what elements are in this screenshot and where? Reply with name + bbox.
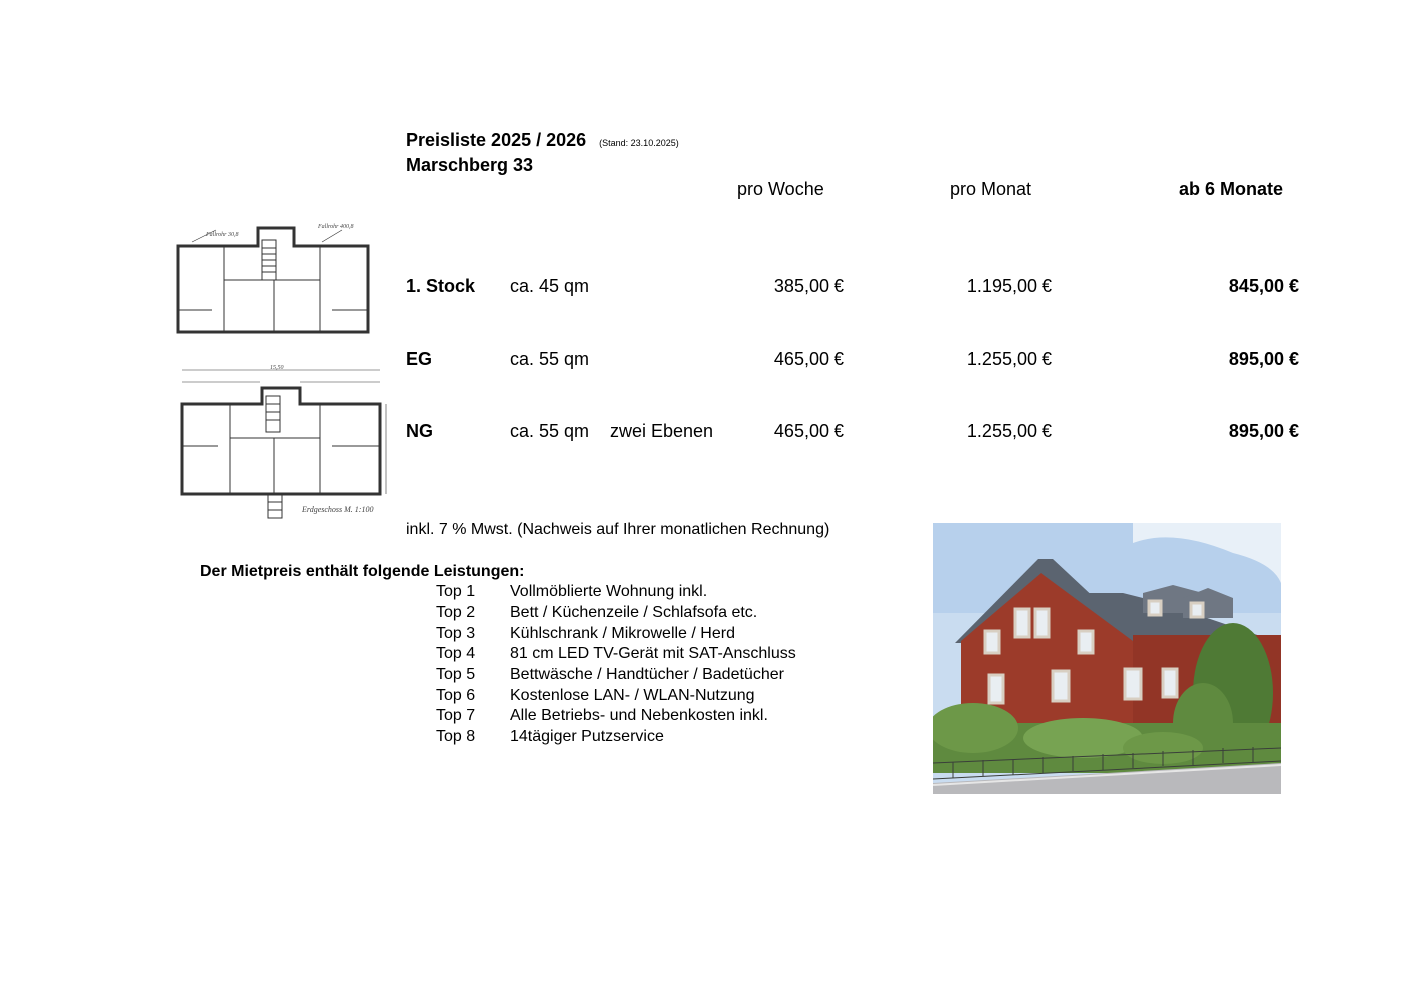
floor-plan-lower [170, 362, 392, 526]
title-text: Preisliste 2025 / 2026 [406, 130, 587, 150]
row-week-price: 465,00 € [773, 421, 844, 441]
plan-label: Fallrohr 400,8 [318, 224, 354, 230]
row-six-month-price: 895,00 € [1228, 349, 1299, 369]
stand-date: (Stand: 23.10.2025) [599, 138, 679, 148]
plan-label: Fallrohr 30,8 [206, 232, 239, 238]
row-month-price: 1.195,00 € [966, 276, 1052, 296]
page-title [406, 130, 679, 151]
row-month-price: 1.255,00 € [966, 421, 1052, 441]
floor-plan-upper [172, 222, 376, 338]
house-photo [933, 523, 1281, 794]
row-month-price: 1.255,00 € [966, 349, 1052, 369]
column-header-month: pro Monat [950, 179, 1032, 199]
row-six-month-price: 845,00 € [1228, 276, 1299, 296]
plan-caption: Erdgeschoss M. 1:100 [302, 505, 374, 514]
row-size: ca. 55 qm [510, 349, 590, 369]
row-six-month-price: 895,00 € [1228, 421, 1299, 441]
address: Marschberg 33 [406, 155, 534, 175]
row-size: ca. 55 qm [510, 421, 590, 441]
row-label: NG [406, 421, 433, 441]
row-extra: zwei Ebenen [610, 421, 714, 441]
row-size: ca. 45 qm [510, 276, 590, 296]
row-week-price: 465,00 € [773, 349, 844, 369]
row-label: 1. Stock [406, 276, 476, 296]
plan-label: 15,50 [270, 365, 284, 371]
services-heading: Der Mietpreis enthält folgende Leistungen: [200, 563, 525, 580]
row-week-price: 385,00 € [773, 276, 844, 296]
row-label: EG [406, 349, 433, 369]
column-header-six-months: ab 6 Monate [1179, 179, 1284, 199]
column-header-week: pro Woche [737, 179, 824, 199]
vat-note: inkl. 7 % Mwst. (Nachweis auf Ihrer monatlichen Rechnung) [406, 521, 830, 538]
